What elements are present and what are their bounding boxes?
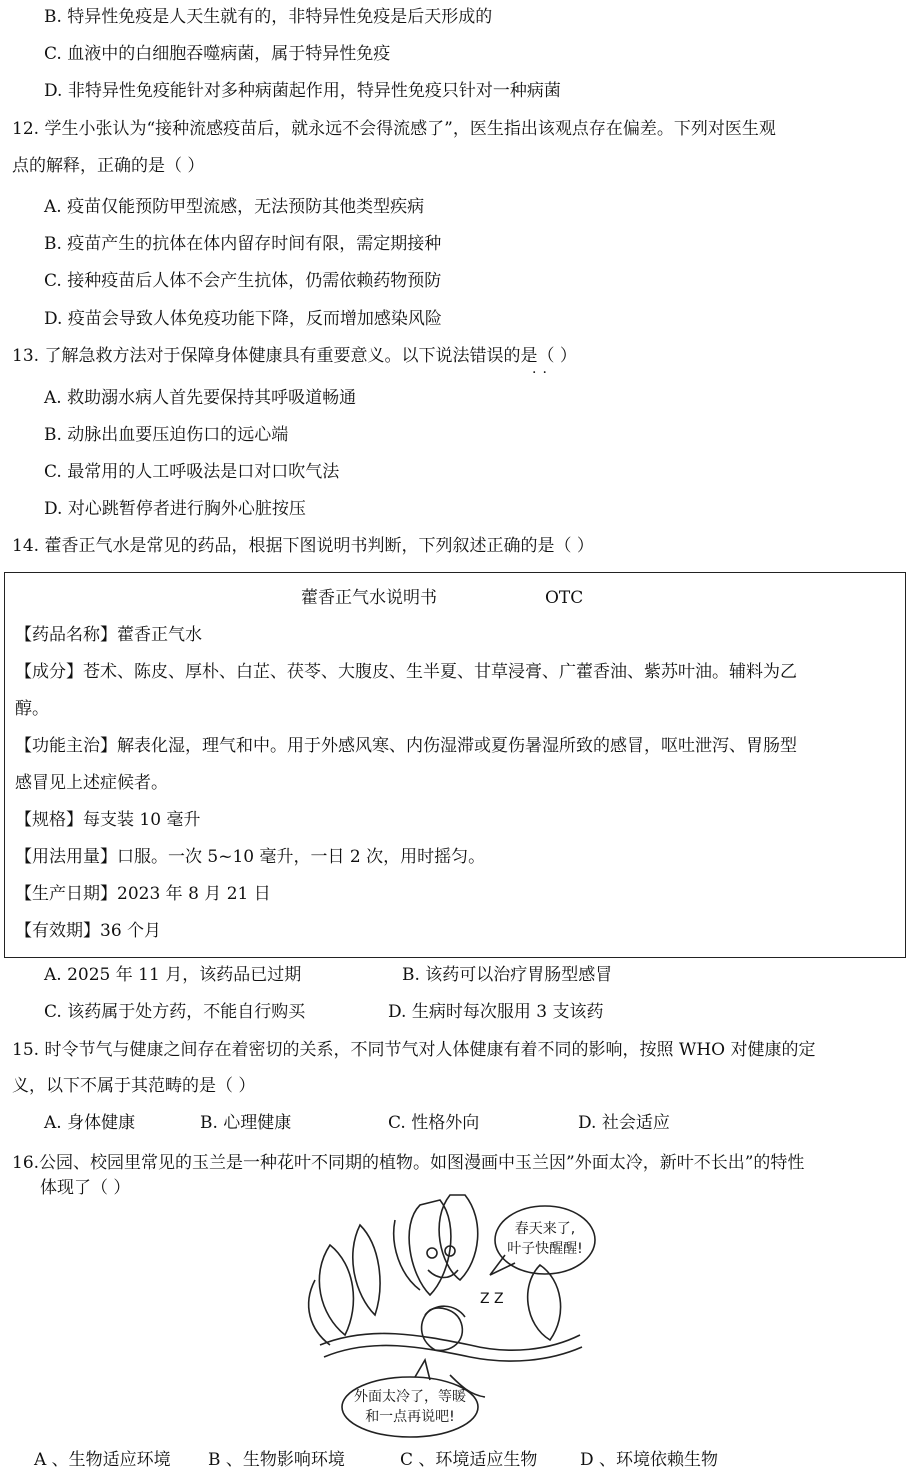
q11-option-c: C. 血液中的白细胞吞噬病菌，属于特异性免疫 <box>44 44 391 64</box>
q15-option-c: C. 性格外向 <box>388 1113 480 1133</box>
leaflet-date: 【生产日期】2023 年 8 月 21 日 <box>15 884 271 904</box>
q15-option-d: D. 社会适应 <box>578 1113 670 1133</box>
leaflet-title: 藿香正气水说明书 <box>301 588 437 608</box>
q16-option-a: A 、生物适应环境 <box>34 1450 171 1470</box>
leaflet-validity: 【有效期】36 个月 <box>15 921 162 941</box>
q12-stem-line2: 点的解释，正确的是（ ） <box>12 156 205 176</box>
leaflet-spec: 【规格】每支装 10 毫升 <box>15 810 201 830</box>
q16-option-c: C 、环境适应生物 <box>400 1450 538 1470</box>
q16-option-b: B 、生物影响环境 <box>208 1450 345 1470</box>
leaflet-ingredients-line2: 醇。 <box>15 699 49 719</box>
leaflet-function-line2: 感冒见上述症候者。 <box>15 773 168 793</box>
sleep-zzz: Z Z <box>480 1291 504 1307</box>
q15-stem-line2: 义，以下不属于其范畴的是（ ） <box>12 1076 256 1096</box>
bubble-bottom-line1: 外面太冷了，等暖 <box>354 1389 466 1405</box>
q15-stem-line1: 15. 时令节气与健康之间存在着密切的关系，不同节气对人体健康有着不同的影响，按照 WHO 对健康的定 <box>12 1040 816 1060</box>
emphasis-dots: ·· <box>532 365 553 381</box>
q16-stem-line2: 体现了（ ） <box>40 1178 131 1198</box>
q12-option-d: D. 疫苗会导致人体免疫功能下降，反而增加感染风险 <box>44 309 442 329</box>
q15-option-a: A. 身体健康 <box>44 1113 136 1133</box>
otc-label: OTC <box>545 588 584 608</box>
q14-stem: 14. 藿香正气水是常见的药品，根据下图说明书判断，下列叙述正确的是（ ） <box>12 536 594 556</box>
q13-stem: 13. 了解急救方法对于保障身体健康具有重要意义。以下说法错误的是（ ） <box>12 346 577 366</box>
magnolia-cartoon <box>300 1185 600 1443</box>
bubble-top-line2: 叶子快醒醒! <box>507 1241 583 1257</box>
q13-option-c: C. 最常用的人工呼吸法是口对口吹气法 <box>44 462 340 482</box>
bubble-bottom-line2: 和一点再说吧! <box>365 1409 455 1425</box>
q13-option-d: D. 对心跳暂停者进行胸外心脏按压 <box>44 499 306 519</box>
leaflet-ingredients-line1: 【成分】苍术、陈皮、厚朴、白芷、茯苓、大腹皮、生半夏、甘草浸膏、广藿香油、紫苏叶油。辅料为乙 <box>15 662 797 682</box>
q15-option-b: B. 心理健康 <box>200 1113 292 1133</box>
q12-option-a: A. 疫苗仅能预防甲型流感，无法预防其他类型疾病 <box>44 197 425 217</box>
q12-option-b: B. 疫苗产生的抗体在体内留存时间有限，需定期接种 <box>44 234 442 254</box>
q14-option-c: C. 该药属于处方药，不能自行购买 <box>44 1002 306 1022</box>
q11-option-b: B. 特异性免疫是人天生就有的，非特异性免疫是后天形成的 <box>44 7 493 27</box>
q16-stem-line1: 16.公园、校园里常见的玉兰是一种花叶不同期的植物。如图漫画中玉兰因”外面太冷，新叶不长出”的特性 <box>12 1153 805 1173</box>
q11-option-d: D. 非特异性免疫能针对多种病菌起作用，特异性免疫只针对一种病菌 <box>44 81 561 101</box>
q16-option-d: D 、环境依赖生物 <box>580 1450 719 1470</box>
q12-option-c: C. 接种疫苗后人体不会产生抗体，仍需依赖药物预防 <box>44 271 442 291</box>
leaflet-usage: 【用法用量】口服。一次 5~10 毫升，一日 2 次，用时摇匀。 <box>15 847 486 867</box>
medicine-leaflet-box <box>4 572 906 958</box>
q13-option-a: A. 救助溺水病人首先要保持其呼吸道畅通 <box>44 388 357 408</box>
q12-stem-line1: 12. 学生小张认为“接种流感疫苗后，就永远不会得流感了”，医生指出该观点存在偏差。下列对医生观 <box>12 119 776 139</box>
leaflet-name: 【药品名称】藿香正气水 <box>15 625 202 645</box>
leaflet-function-line1: 【功能主治】解表化湿，理气和中。用于外感风寒、内伤湿滞或夏伤暑湿所致的感冒，呕吐泄泻、胃肠型 <box>15 736 797 756</box>
q13-option-b: B. 动脉出血要压迫伤口的远心端 <box>44 425 289 445</box>
q14-option-d: D. 生病时每次服用 3 支该药 <box>388 1002 604 1022</box>
q14-option-b: B. 该药可以治疗胃肠型感冒 <box>402 965 613 985</box>
bubble-top-line1: 春天来了, <box>514 1221 576 1237</box>
q14-option-a: A. 2025 年 11 月，该药品已过期 <box>44 965 302 985</box>
